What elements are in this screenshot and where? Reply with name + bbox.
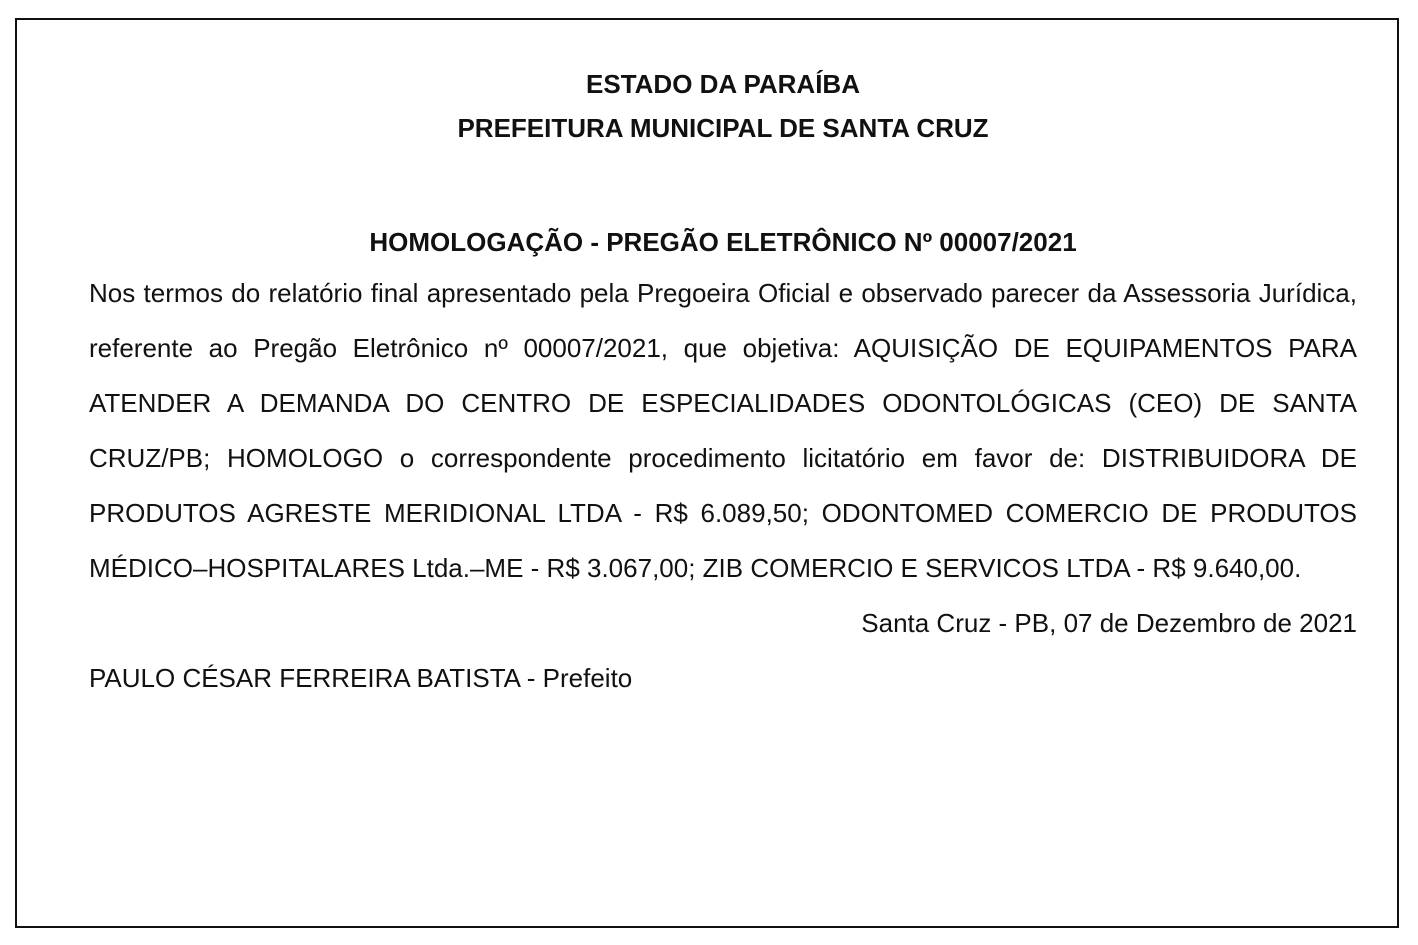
municipality-heading: PREFEITURA MUNICIPAL DE SANTA CRUZ <box>457 113 989 143</box>
place-date: Santa Cruz - PB, 07 de Dezembro de 2021 <box>861 608 1357 638</box>
notice-content <box>89 62 1357 706</box>
notice-title: HOMOLOGAÇÃO - PREGÃO ELETRÔNICO Nº 00007/2021 <box>369 227 1077 257</box>
notice-body: Nos termos do relatório final apresentado pela Pregoeira Oficial e observado parecer da Assessoria Jurídica, referente ao Pregão Eletrônico nº 00007/2021, que objetiva: AQUISIÇÃO DE EQUIPAMENTOS PARA ATENDER A DEMANDA DO CENTRO DE ESPECIALIDADES ODONTOLÓGICAS (CEO) DE SANTA CRUZ/PB; HOMOLOGO o correspondente procedimento licitatório em favor de: DISTRIBUIDORA DE PRODUTOS AGRESTE MERIDIONAL LTDA - R$ 6.089,50; ODONTOMED COMERCIO DE PRODUTOS MÉDICO–HOSPITALARES Ltda.–ME - R$ 3.067,00; ZIB COMERCIO E SERVICOS LTDA - R$ 9.640,00. <box>89 278 1357 583</box>
state-heading: ESTADO DA PARAÍBA <box>586 69 860 99</box>
signatory: PAULO CÉSAR FERREIRA BATISTA - Prefeito <box>89 663 633 693</box>
